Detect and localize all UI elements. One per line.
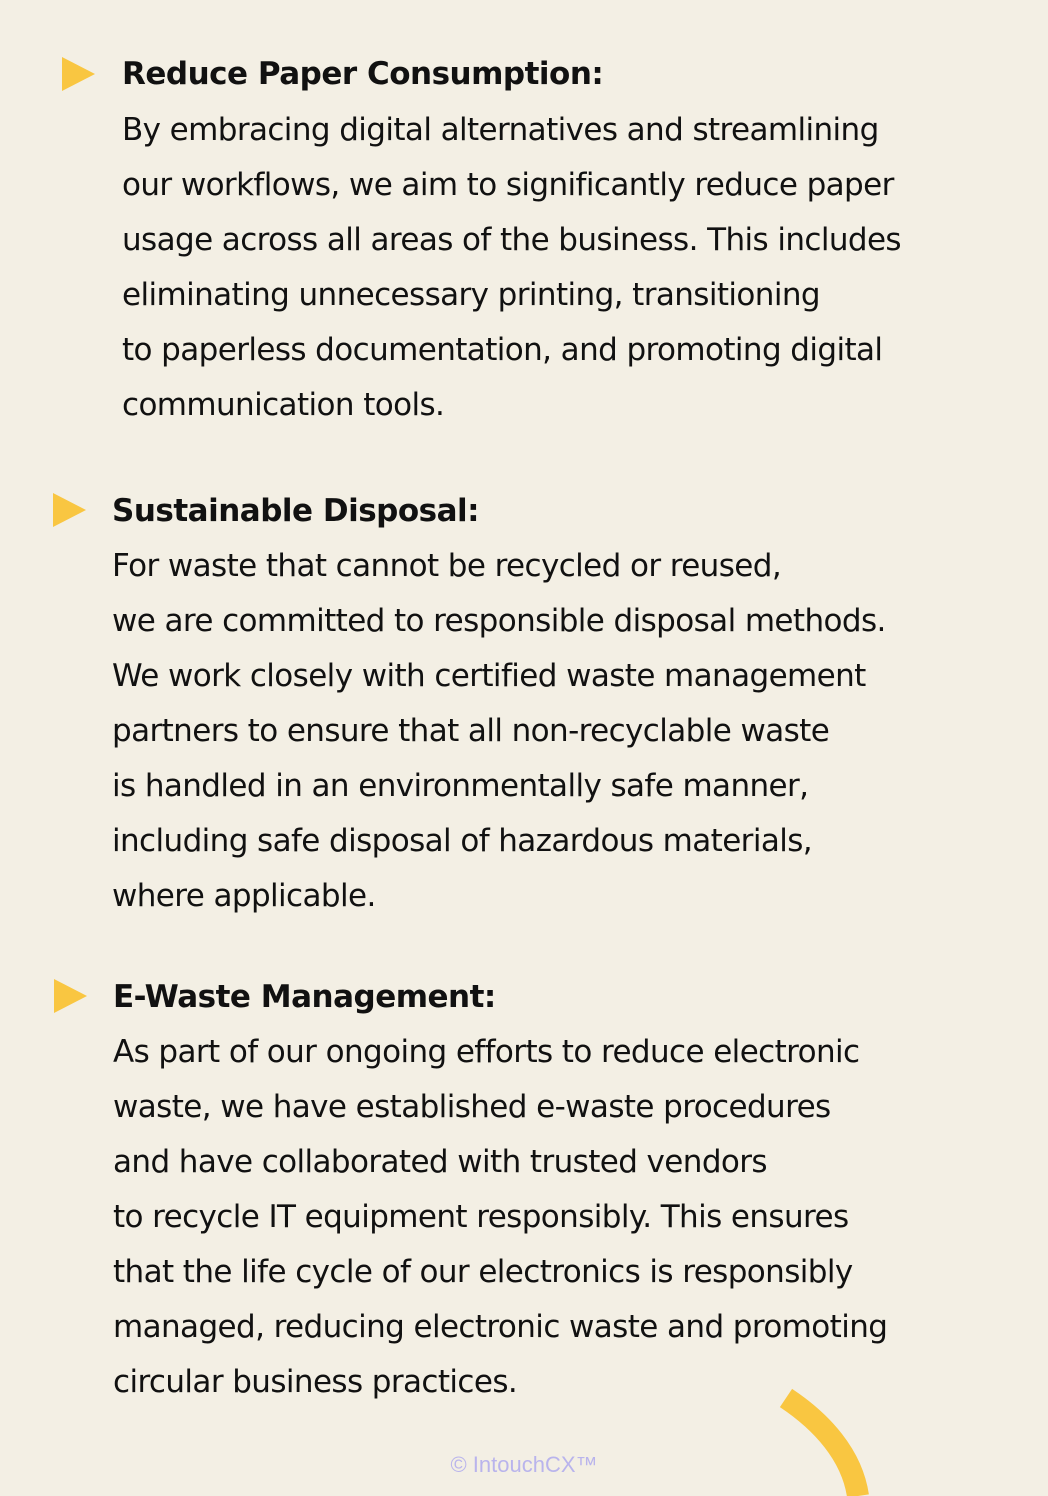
body-line: we are committed to responsible disposal methods. (112, 603, 886, 639)
body-line: By embracing digital alternatives and streamlining (122, 112, 879, 148)
body-line: eliminating unnecessary printing, transitioning (122, 277, 820, 313)
body-line: and have collaborated with trusted vendors (113, 1144, 767, 1180)
body-line: For waste that cannot be recycled or reused, (112, 548, 782, 584)
body-line: to recycle IT equipment responsibly. This ensures (113, 1199, 849, 1235)
body-line: including safe disposal of hazardous materials, (112, 823, 813, 859)
section-title: E-Waste Management: (113, 979, 496, 1015)
section-title: Reduce Paper Consumption: (122, 56, 604, 92)
body-line: circular business practices. (113, 1364, 518, 1400)
body-line: managed, reducing electronic waste and promoting (113, 1309, 888, 1345)
body-line: usage across all areas of the business. This includes (122, 222, 901, 258)
body-line: that the life cycle of our electronics is responsibly (113, 1254, 853, 1290)
body-line: our workflows, we aim to significantly reduce paper (122, 167, 894, 203)
section-title: Sustainable Disposal: (112, 493, 480, 529)
body-line: to paperless documentation, and promoting digital (122, 332, 883, 368)
body-line: waste, we have established e-waste procedures (113, 1089, 831, 1125)
body-line: is handled in an environmentally safe manner, (112, 768, 809, 804)
body-line: As part of our ongoing efforts to reduce electronic (113, 1034, 860, 1070)
body-line: We work closely with certified waste management (112, 658, 866, 694)
body-line: partners to ensure that all non-recyclable waste (112, 713, 830, 749)
body-line: communication tools. (122, 387, 445, 423)
body-line: where applicable. (112, 878, 376, 914)
copyright-footer: © IntouchCX™ (450, 1452, 598, 1477)
